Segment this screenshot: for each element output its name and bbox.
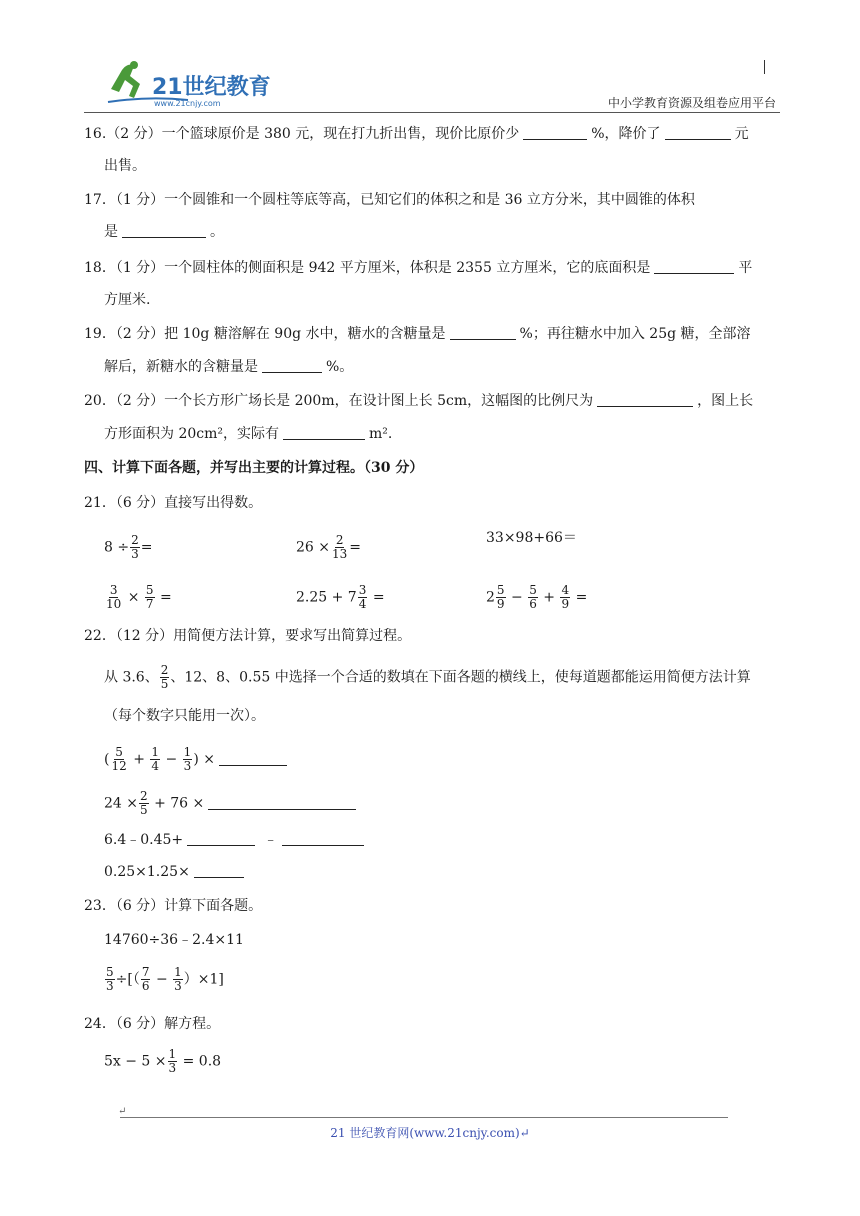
q24-title: 24．（6 分）解方程。	[84, 1016, 221, 1032]
q17-line2: 是 。	[104, 224, 224, 240]
footer-rule	[120, 1117, 728, 1118]
q19-line1: 19．（2 分）把 10g 糖溶解在 90g 水中，糖水的含糖量是 %；再往糖水中加入 25g 糖，全部溶	[84, 326, 751, 342]
q23-expr-1: 14760÷36﹣2.4×11	[104, 932, 244, 948]
footer-text[interactable]: 21 世纪教育网(www.21cnjy.com)↵	[330, 1126, 530, 1140]
q18-line2: 方厘米.	[104, 292, 151, 308]
q22-problem-4: 0.25×1.25×	[104, 862, 248, 882]
q22-problem-1: ( $\frac{5}{12}$ + $\frac{1}{4}$ − $\frac{1}{3}$ ) ×	[104, 746, 291, 773]
footer-mark: ↵	[118, 1106, 127, 1117]
q17-line1: 17．（1 分）一个圆锥和一个圆柱等底等高，已知它们的体积之和是 36 立方分米，其中圆锥的体积	[84, 192, 695, 208]
q20-line2: 方形面积为 20cm²，实际有 m².	[104, 426, 393, 442]
q18-line1: 18．（1 分）一个圆柱体的侧面积是 942 平方厘米，体积是 2355 立方厘米，它的底面积是 平	[84, 260, 753, 276]
q22-problem-3: 6.4﹣0.45+ ﹣	[104, 830, 368, 850]
q17-blank[interactable]	[122, 223, 206, 238]
q23-title: 23．（6 分）计算下面各题。	[84, 898, 263, 914]
q23-expr-2: $\frac{5}{3}$ ÷[（ $\frac{7}{6}$ − $\frac{1}{3}$ ）×1]	[106, 965, 224, 993]
q21-expr-1: 8 ÷ $\frac{2}{3}$ =	[104, 533, 153, 561]
q18-blank[interactable]	[654, 259, 734, 274]
q22-intro: 从 3.6、 $\frac{2}{5}$ 、12、8、0.55 中选择一个合适的数填在下面各题的横线上，使每道题都能运用简便方法计算	[104, 663, 751, 691]
q22-blank-2[interactable]	[208, 795, 356, 810]
q19-blank-2[interactable]	[262, 358, 322, 373]
q22-blank-3[interactable]	[187, 831, 255, 846]
q16-blank-2[interactable]	[665, 125, 731, 140]
q21-expr-3: 33×98+66＝	[486, 530, 577, 546]
q24-equation: 5x − 5 × $\frac{1}{3}$ = 0.8	[104, 1047, 222, 1075]
q21-expr-4: $\frac{3}{10}$ × $\frac{5}{7}$ =	[106, 583, 172, 611]
q19-line2: 解后，新糖水的含糖量是 %。	[104, 359, 354, 375]
logo-url: www.21cnjy.com	[154, 99, 221, 108]
site-logo	[100, 56, 280, 112]
q22-blank-4[interactable]	[282, 831, 364, 846]
q20-blank-1[interactable]	[597, 392, 693, 407]
q22-problem-2: 24 × $\frac{2}{5}$ + 76 ×	[104, 790, 360, 817]
q22-blank-5[interactable]	[194, 863, 244, 878]
q16-line1: 16.（2 分）一个篮球原价是 380 元，现在打九折出售，现价比原价少 %，降价了 元	[84, 126, 749, 142]
q21-title: 21．（6 分）直接写出得数。	[84, 495, 263, 511]
q20-blank-2[interactable]	[283, 425, 365, 440]
q16-blank-1[interactable]	[523, 125, 587, 140]
q16-line2: 出售。	[104, 158, 146, 174]
q21-expr-2: 26 × $\frac{2}{13}$ =	[296, 533, 362, 561]
platform-name: 中小学教育资源及组卷应用平台	[607, 96, 776, 110]
logo-text: 21世纪教育	[152, 75, 271, 100]
q22-intro-2: （每个数字只能用一次）。	[104, 708, 265, 724]
q22-title: 22．（12 分）用简便方法计算，要求写出简算过程。	[84, 628, 412, 644]
q21-expr-6: 2 $\frac{5}{9}$ − $\frac{5}{6}$ + $\frac{4}{9}$ =	[486, 583, 588, 611]
q19-blank-1[interactable]	[450, 325, 516, 340]
q20-line1: 20．（2 分）一个长方形广场长是 200m，在设计图上长 5cm，这幅图的比例尺为 ，图上长	[84, 393, 754, 409]
q21-expr-5: 2.25 + 7 $\frac{3}{4}$ =	[296, 583, 385, 611]
header-rule	[84, 112, 780, 113]
q22-blank-1[interactable]	[219, 751, 287, 766]
header-tick	[764, 60, 765, 74]
section-4-heading: 四、计算下面各题，并写出主要的计算过程。（30 分）	[84, 460, 424, 476]
